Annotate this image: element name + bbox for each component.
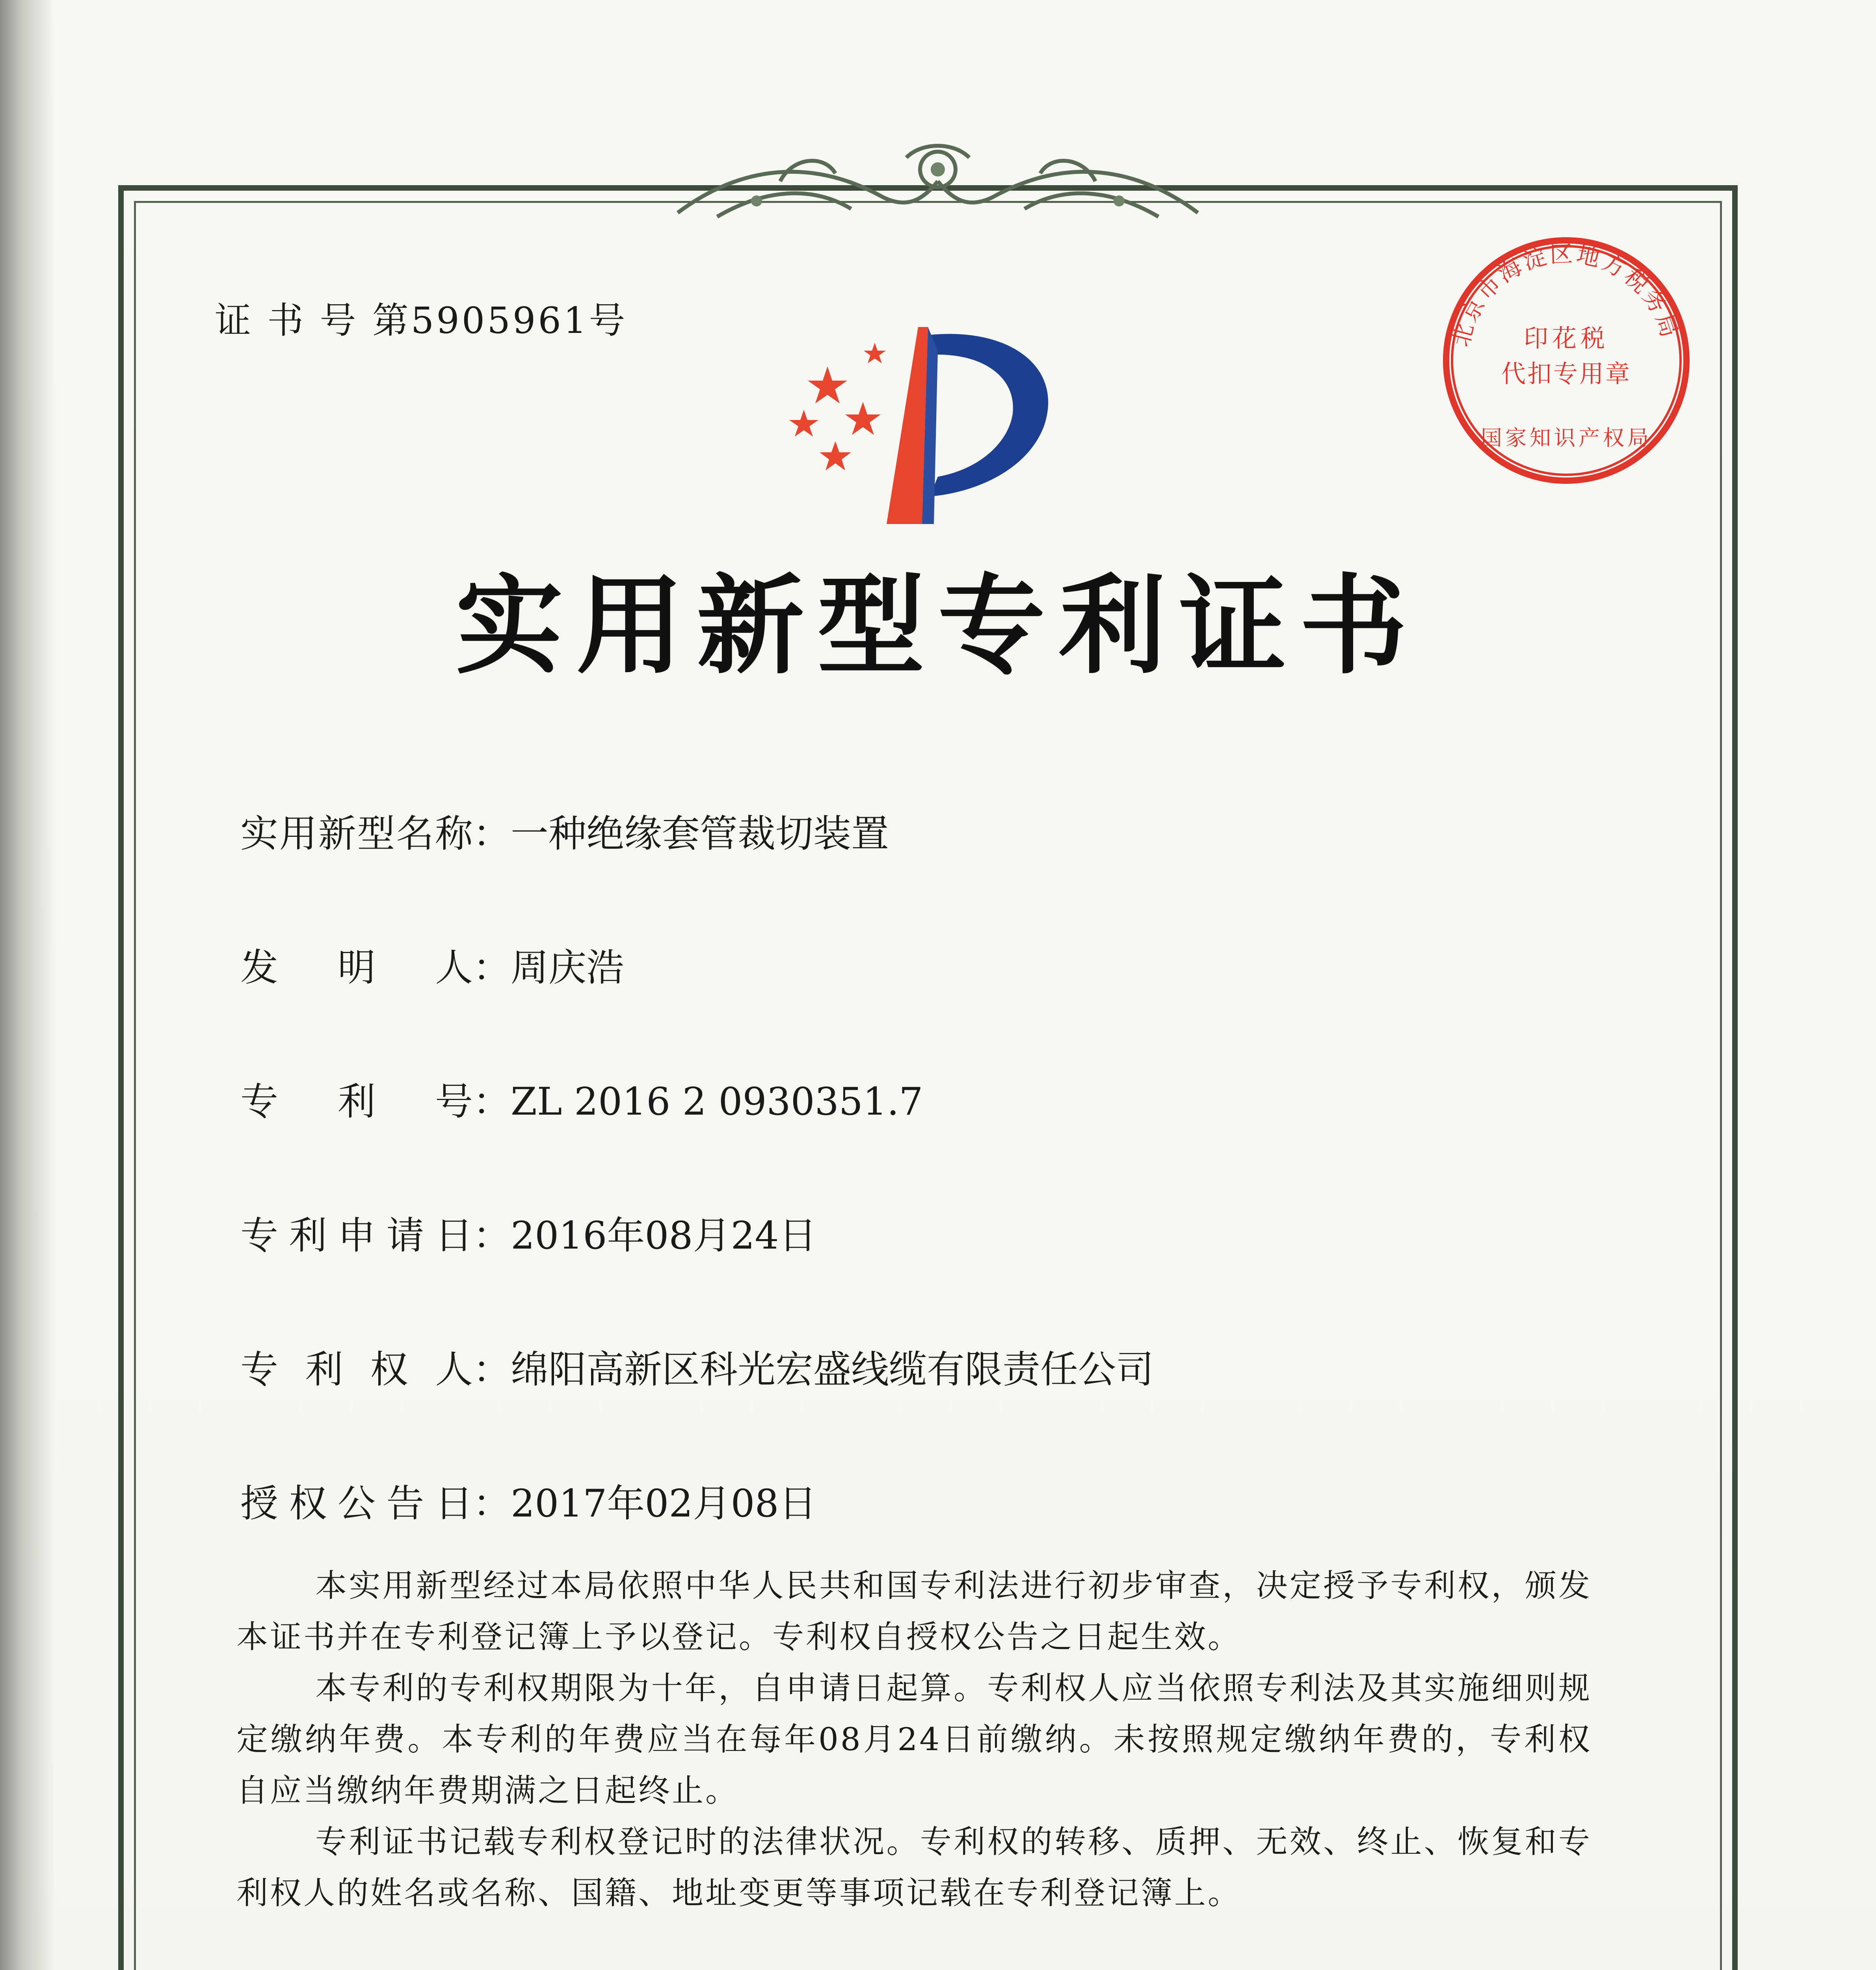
field-value: 2017年02月08日 [511, 1481, 817, 1526]
field-colon: ： [473, 1080, 511, 1124]
body-paragraph: 本专利的专利权期限为十年，自申请日起算。专利权人应当依照专利法及其实施细则规定缴纳年费。本专利的年费应当在每年08月24日前缴纳。未按照规定缴纳年费的，专利权自应当缴纳年费期满之日起终止。 [236, 1670, 1592, 1809]
field-utility-model-name [240, 804, 889, 858]
body-paragraph: 本实用新型经过本局依照中华人民共和国专利法进行初步审查，决定授予专利权，颁发本证书并在专利登记簿上予以登记。专利权自授权公告之日起生效。 [236, 1567, 1592, 1655]
field-value: ZL 2016 2 0930351.7 [511, 1080, 923, 1124]
field-value: 绵阳高新区科光宏盛线缆有限责任公司 [511, 1347, 1154, 1392]
field-value: 2016年08月24日 [511, 1214, 817, 1258]
field-label: 实用新型名称 [240, 812, 473, 856]
field-colon: ： [473, 1347, 511, 1392]
seal-bottom-text: 国家知识产权局 [1481, 426, 1652, 450]
field-label: 发明人 [240, 946, 473, 990]
field-patentee [240, 1340, 1154, 1394]
certificate-number: 证 书 号 第5905961号 [215, 299, 628, 342]
field-colon: ： [473, 1481, 511, 1526]
field-grant-publication-date [240, 1474, 817, 1528]
seal-center-line2: 代扣专用章 [1501, 359, 1632, 388]
field-inventor [240, 938, 624, 992]
seal-ring-text: 北京市海淀区地方税务局 [1447, 240, 1684, 349]
field-value: 一种绝缘套管裁切装置 [511, 812, 889, 856]
field-colon: ： [473, 1214, 511, 1258]
field-label: 授权公告日 [240, 1481, 473, 1526]
field-value: 周庆浩 [511, 946, 624, 990]
tax-seal-icon [1438, 232, 1694, 489]
field-colon: ： [473, 946, 511, 990]
field-label: 专利号 [240, 1080, 473, 1124]
field-patent-number [240, 1072, 923, 1126]
cnipa-logo-icon [788, 311, 1080, 532]
field-label: 专利权人 [240, 1347, 473, 1392]
field-application-date [240, 1206, 817, 1260]
body-paragraph: 专利证书记载专利权登记时的法律状况。专利权的转移、质押、无效、终止、恢复和专利权人的姓名或名称、国籍、地址变更等事项记载在专利登记簿上。 [236, 1823, 1592, 1911]
binding-shadow [0, 0, 55, 1970]
top-ornament-icon [662, 134, 1214, 236]
field-colon: ： [473, 812, 511, 856]
seal-center-line1: 印花税 [1523, 324, 1609, 353]
certificate-title: 实用新型专利证书 [456, 564, 1420, 689]
field-label: 专利申请日 [240, 1214, 473, 1258]
